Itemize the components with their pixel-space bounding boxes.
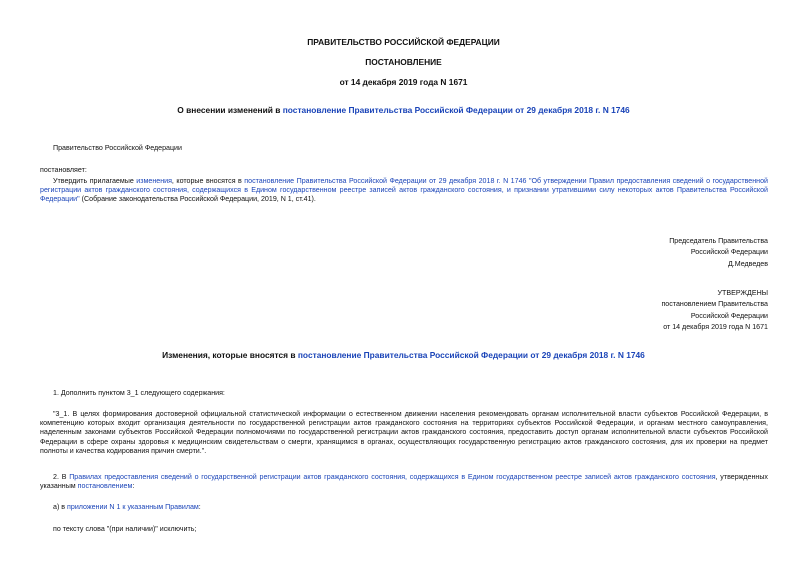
document-title-prefix: О внесении изменений в: [177, 105, 283, 115]
p1-text-a: Утвердить прилагаемые: [53, 177, 137, 185]
changes-title-prefix: Изменения, которые вносятся в: [162, 350, 298, 360]
signature-block: [669, 236, 768, 270]
document-date-number: от 14 декабря 2019 года N 1671: [339, 77, 468, 87]
approval-block: [661, 288, 768, 334]
document-type: ПОСТАНОВЛЕНИЕ: [365, 57, 442, 67]
p1-text-b: , которые вносятся в: [171, 177, 245, 185]
last-line: по тексту слова "(при наличии)" исключить;: [53, 525, 197, 533]
resolution-link[interactable]: постановлением: [77, 482, 133, 491]
signature-line-2: Российской Федерации: [690, 248, 768, 257]
document-title: [40, 105, 767, 116]
signature-line-3: Д.Медведев: [727, 259, 768, 268]
item-1: 1. Дополнить пунктом 3_1 следующего содержания:: [53, 389, 225, 397]
changes-link[interactable]: изменения: [136, 177, 172, 185]
sub-item-a: [53, 503, 653, 512]
item-2-text-a: 2. В: [53, 473, 70, 481]
item-1-quote: "3_1. В целях формирования достоверной официальной статистической информации о естественном движении населения рекомендовать органам исполнительной власти субъектов Российской Федерации, в компетенцию которых входит организация деятельности по государственной регистрации актов гражданского состояния на территориях субъектов Российской Федерации, и органам местного самоуправления, наделенным законами субъектов Российской Федерации полномочиями по государственной регистрации актов гражданского состояния, предоставить доступ органам исполнительной власти субъектов Российской Федерации в сфере охраны здоровья к медицинским свидетельствам о смерти, хранящимся в органах, осуществляющих государственную регистрацию актов гражданского состояния, для их проверки на предмет полноты и качества кодирования причин смерти.".: [40, 410, 768, 455]
document-title-link[interactable]: постановление Правительства Российской Федерации от 29 декабря 2018 г. N 1746: [282, 105, 630, 115]
sub-item-a-suffix: :: [198, 503, 201, 511]
approval-line-2: постановлением Правительства: [661, 300, 768, 309]
item-2-text-c: :: [132, 482, 135, 491]
resolution-1746-link[interactable]: постановление Правительства Российской Федерации от 29 декабря 2018 г. N 1746 "Об утверждении Правил предоставления сведений о государственной регистрации актов гражданского состояния, содержащихся в Едином государственном реестре записей актов гражданского состояния, и признании утратившими силу некоторых актов Правительства Российской Федерации": [40, 177, 768, 204]
p1-text-c: (Собрание законодательства Российской Федерации, 2019, N 1, ст.41).: [79, 195, 316, 204]
resolution-paragraph: [40, 177, 768, 205]
government-heading: ПРАВИТЕЛЬСТВО РОССИЙСКОЙ ФЕДЕРАЦИИ: [307, 37, 500, 47]
approval-line-4: от 14 декабря 2019 года N 1671: [663, 323, 768, 332]
changes-title: [40, 350, 767, 361]
signature-line-1: Председатель Правительства: [669, 237, 768, 245]
decides-line: постановляет:: [40, 166, 87, 174]
item-2-text-b: , утвержденных указанным: [40, 473, 768, 491]
government-line: Правительство Российской Федерации: [53, 144, 182, 152]
approval-line-1: УТВЕРЖДЕНЫ: [717, 289, 768, 297]
sub-item-a-prefix: а) в: [53, 503, 68, 511]
item-2: [40, 473, 768, 491]
approval-line-3: Российской Федерации: [690, 311, 768, 320]
changes-title-link[interactable]: постановление Правительства Российской Федерации от 29 декабря 2018 г. N 1746: [297, 350, 645, 360]
rules-link[interactable]: Правилах предоставления сведений о государственной регистрации актов гражданского состояния, содержащихся в Едином государственном реестре записей актов гражданского состояния: [69, 473, 716, 481]
appendix-1-link[interactable]: приложении N 1 к указанным Правилам: [67, 503, 199, 511]
